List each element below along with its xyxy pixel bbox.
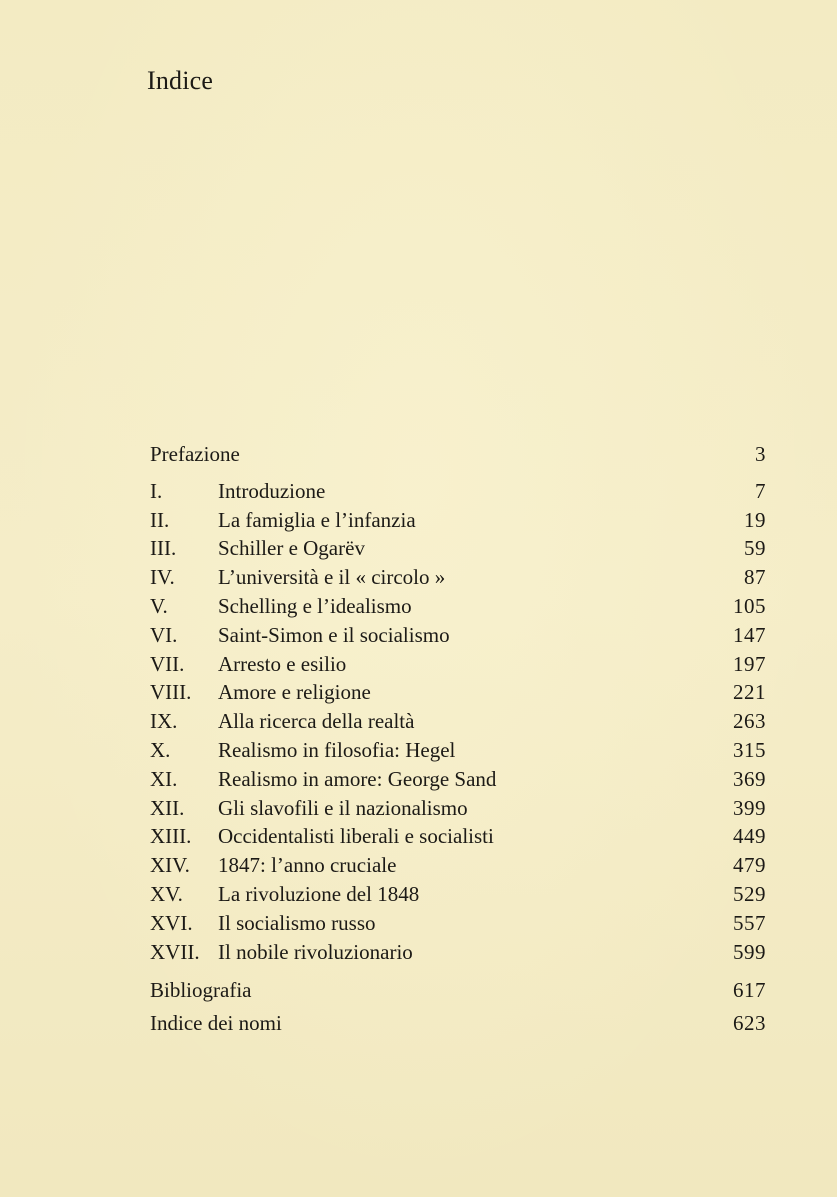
chapter-title: Il nobile rivoluzionario bbox=[218, 939, 413, 964]
chapter-page: 529 bbox=[733, 881, 766, 906]
toc-entry-chapter bbox=[150, 880, 766, 909]
chapter-title: Schiller e Ogarëv bbox=[218, 536, 365, 561]
chapter-number: IV. bbox=[150, 565, 175, 590]
chapter-number: XIV. bbox=[150, 853, 190, 878]
chapter-title: Arresto e esilio bbox=[218, 651, 347, 676]
chapter-number: XV. bbox=[150, 881, 183, 906]
chapter-page: 263 bbox=[733, 709, 766, 734]
chapter-number: VII. bbox=[150, 651, 185, 676]
toc-entry-chapter bbox=[150, 477, 766, 506]
toc-entry-chapter bbox=[150, 506, 766, 535]
chapter-number: II. bbox=[150, 507, 170, 532]
chapter-title: Occidentalisti liberali e socialisti bbox=[218, 824, 494, 849]
toc-entry-name-index bbox=[150, 1009, 766, 1038]
chapter-title: Schelling e l’idealismo bbox=[218, 593, 412, 618]
chapter-page: 87 bbox=[744, 565, 766, 590]
chapter-list bbox=[150, 477, 766, 967]
toc-entry-chapter bbox=[150, 938, 766, 967]
chapter-number: V. bbox=[150, 593, 168, 618]
chapter-number: III. bbox=[150, 536, 177, 561]
chapter-title: Saint-Simon e il socialismo bbox=[218, 622, 450, 647]
chapter-number: IX. bbox=[150, 709, 178, 734]
chapter-page: 557 bbox=[733, 910, 766, 935]
chapter-title: La rivoluzione del 1848 bbox=[218, 881, 420, 906]
chapter-number: XIII. bbox=[150, 824, 192, 849]
toc-entry-title: Indice dei nomi bbox=[150, 1011, 282, 1036]
toc-entry-page: 617 bbox=[733, 978, 766, 1003]
table-of-contents bbox=[150, 440, 766, 1038]
chapter-number: I. bbox=[150, 478, 163, 503]
toc-entry-chapter bbox=[150, 592, 766, 621]
toc-entry-chapter bbox=[150, 707, 766, 736]
chapter-page: 197 bbox=[733, 651, 766, 676]
chapter-page: 59 bbox=[744, 536, 766, 561]
chapter-page: 315 bbox=[733, 737, 766, 762]
chapter-number: XVI. bbox=[150, 910, 193, 935]
toc-entry-title: Bibliografia bbox=[150, 978, 252, 1003]
chapter-number: VIII. bbox=[150, 680, 192, 705]
toc-entry-preface bbox=[150, 440, 766, 469]
chapter-title: La famiglia e l’infanzia bbox=[218, 507, 416, 532]
chapter-title: Amore e religione bbox=[218, 680, 371, 705]
page-title: Indice bbox=[147, 66, 214, 95]
chapter-title: L’università e il « circolo » bbox=[218, 565, 446, 590]
chapter-page: 147 bbox=[733, 622, 766, 647]
chapter-page: 599 bbox=[733, 939, 766, 964]
chapter-page: 399 bbox=[733, 795, 766, 820]
toc-entry-title: Prefazione bbox=[150, 442, 240, 466]
toc-entry-chapter bbox=[150, 765, 766, 794]
chapter-page: 19 bbox=[744, 507, 766, 532]
toc-entry-chapter bbox=[150, 621, 766, 650]
toc-entry-chapter bbox=[150, 851, 766, 880]
chapter-title: 1847: l’anno cruciale bbox=[218, 853, 397, 878]
toc-entry-page: 3 bbox=[755, 442, 766, 466]
chapter-number: XI. bbox=[150, 766, 178, 791]
toc-entry-chapter bbox=[150, 909, 766, 938]
chapter-page: 449 bbox=[733, 824, 766, 849]
chapter-number: X. bbox=[150, 737, 171, 762]
chapter-number: XII. bbox=[150, 795, 185, 820]
toc-entry-chapter bbox=[150, 650, 766, 679]
chapter-page: 7 bbox=[755, 478, 766, 503]
chapter-title: Il socialismo russo bbox=[218, 910, 376, 935]
toc-entry-bibliography bbox=[150, 976, 766, 1005]
chapter-title: Alla ricerca della realtà bbox=[218, 709, 415, 734]
toc-entry-chapter bbox=[150, 678, 766, 707]
chapter-number: XVII. bbox=[150, 939, 200, 964]
chapter-title: Realismo in amore: George Sand bbox=[218, 766, 497, 791]
toc-entry-chapter bbox=[150, 563, 766, 592]
toc-entry-page: 623 bbox=[733, 1011, 766, 1036]
chapter-title: Gli slavofili e il nazionalismo bbox=[218, 795, 468, 820]
toc-entry-chapter bbox=[150, 534, 766, 563]
toc-entry-chapter bbox=[150, 736, 766, 765]
chapter-page: 369 bbox=[733, 766, 766, 791]
chapter-number: VI. bbox=[150, 622, 178, 647]
chapter-page: 479 bbox=[733, 853, 766, 878]
chapter-title: Realismo in filosofia: Hegel bbox=[218, 737, 456, 762]
chapter-page: 221 bbox=[733, 680, 766, 705]
chapter-title: Introduzione bbox=[218, 478, 326, 503]
toc-entry-chapter bbox=[150, 822, 766, 851]
chapter-page: 105 bbox=[733, 593, 766, 618]
toc-entry-chapter bbox=[150, 794, 766, 823]
